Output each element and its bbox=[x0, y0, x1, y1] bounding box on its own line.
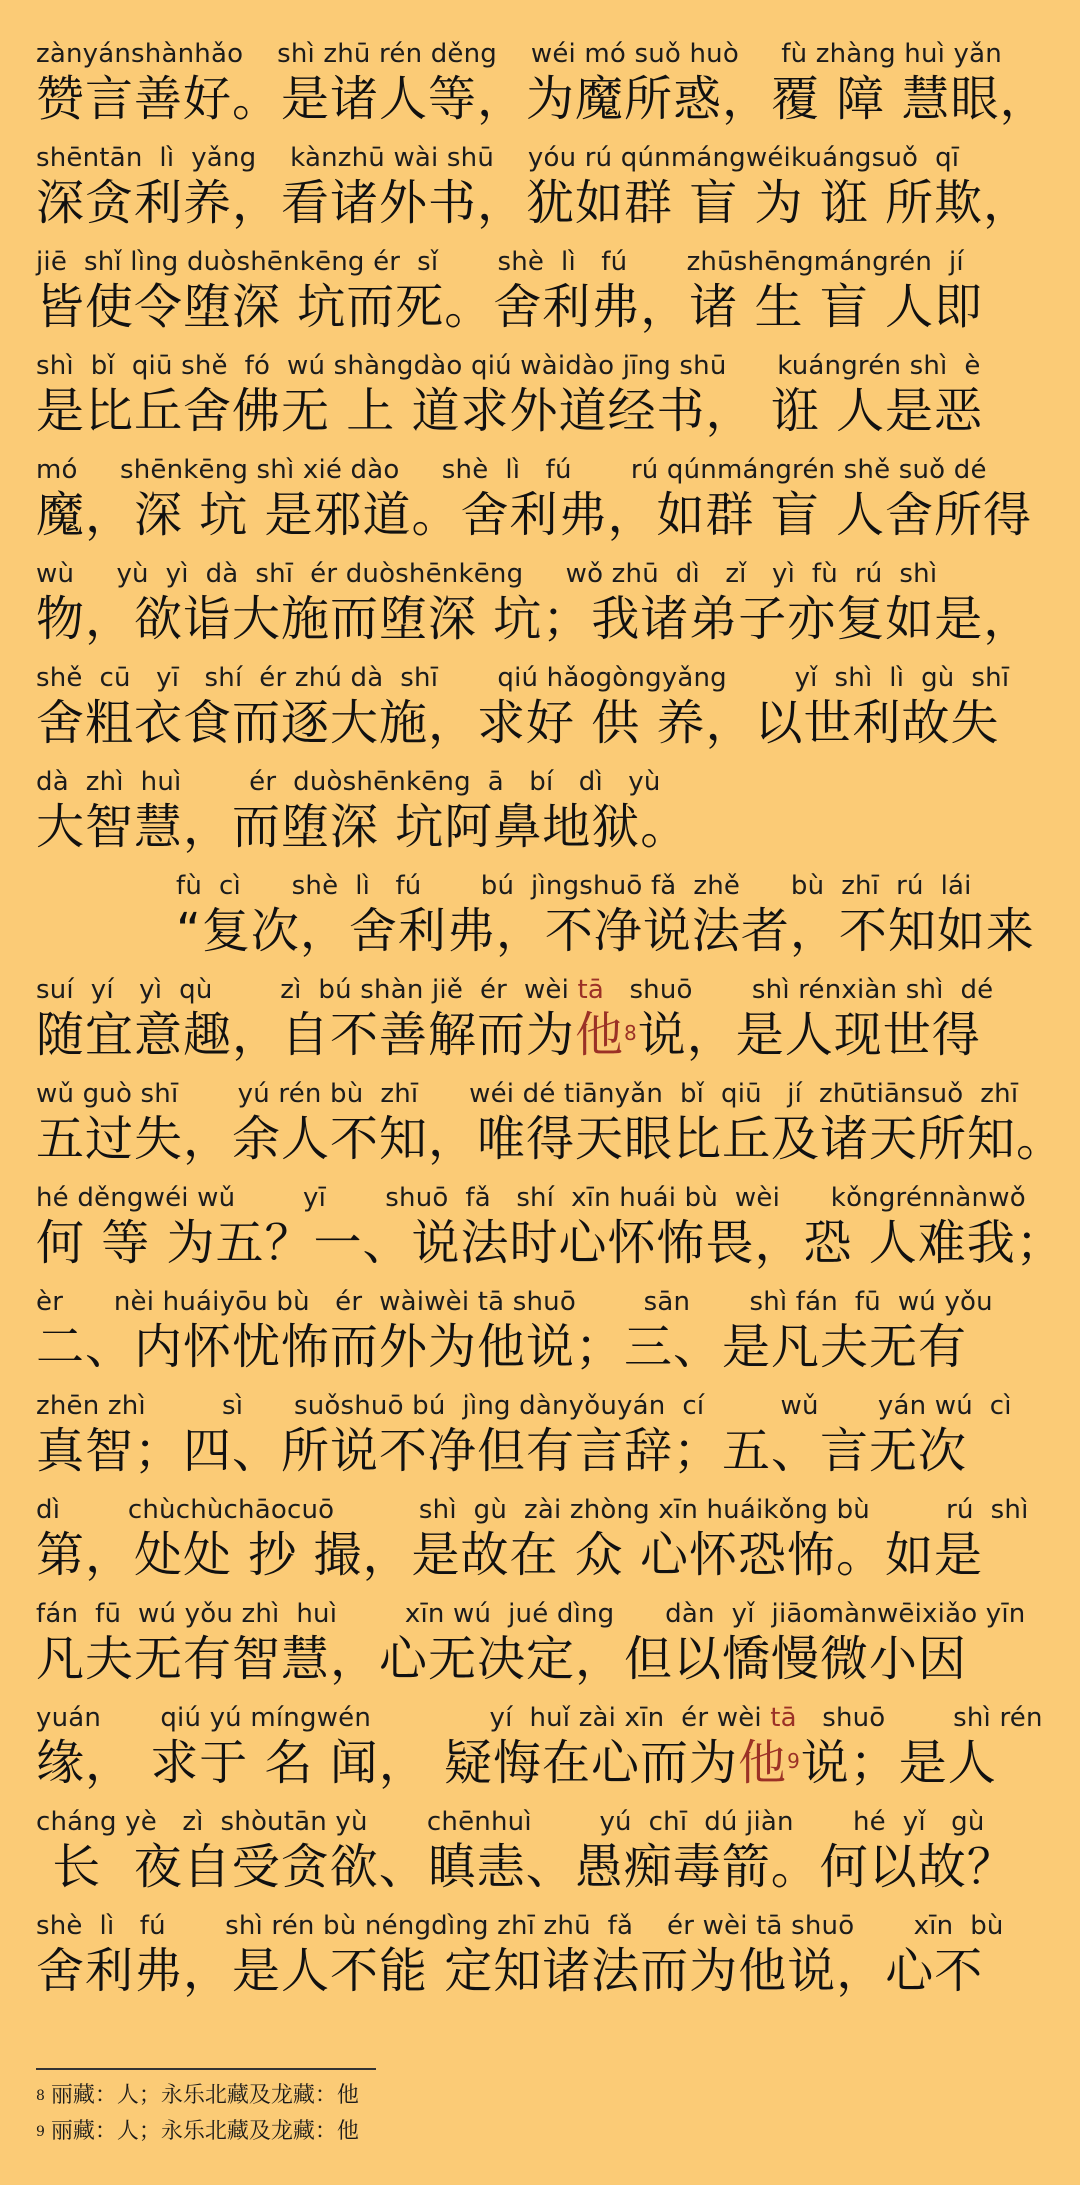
pinyin-annotation bbox=[36, 662, 1046, 694]
text-line bbox=[36, 1382, 1046, 1486]
pinyin-annotation bbox=[36, 1286, 1046, 1318]
pinyin-annotation bbox=[36, 1390, 1046, 1422]
pinyin-text: wù yù yì dà shī ér duòshēnkēng wǒ zhū dì zǐ yì fù rú shì bbox=[36, 559, 938, 589]
hanzi-segment: 随宜意趣，自不善解而为 bbox=[36, 1007, 576, 1063]
hanzi-text bbox=[36, 174, 1046, 232]
pinyin-annotation bbox=[36, 246, 1046, 278]
hanzi-segment: 舍利弗，是人不能 定知诸法而为他说，心不 bbox=[36, 1943, 984, 1999]
text-line bbox=[36, 862, 1046, 966]
hanzi-segment: 魔，深 坑 是邪道。舍利弗，如群 盲 人舍所得 bbox=[36, 487, 1033, 543]
hanzi-segment: 说；是人 bbox=[800, 1735, 997, 1791]
pinyin-text: shēntān lì yǎng kànzhū wài shū yóu rú qúnmángwéikuángsuǒ qī bbox=[36, 143, 960, 173]
pinyin-text: shuō shì rén bbox=[796, 1703, 1043, 1733]
pinyin-annotation bbox=[36, 1182, 1046, 1214]
hanzi-text bbox=[36, 1006, 1046, 1064]
pinyin-text: shì bǐ qiū shě fó wú shàngdào qiú wàidào jīng shū kuángrén shì è bbox=[36, 351, 981, 381]
text-line bbox=[36, 238, 1046, 342]
hanzi-text bbox=[176, 902, 1046, 960]
footnote-reference[interactable]: 8 bbox=[624, 1021, 638, 1045]
footnotes bbox=[36, 2078, 1036, 2150]
text-line bbox=[36, 30, 1049, 134]
hanzi-text bbox=[36, 694, 1046, 752]
hanzi-segment: 五过失，余人不知，唯得天眼比丘及诸天所知。 bbox=[36, 1111, 1066, 1167]
hanzi-segment: 第，处处 抄 撮，是故在 众 心怀恐怖。如是 bbox=[36, 1527, 984, 1583]
pinyin-variant: tā bbox=[770, 1703, 797, 1733]
pinyin-text: cháng yè zì shòutān yù chēnhuì yú chī dú jiàn hé yǐ gù bbox=[36, 1807, 985, 1837]
hanzi-segment: 是比丘舍佛无 上 道求外道经书， 诳 人是恶 bbox=[36, 383, 984, 439]
scripture-text bbox=[36, 30, 1066, 2006]
text-line bbox=[36, 342, 1046, 446]
pinyin-text: zànyánshànhǎo shì zhū rén děng wéi mó suǒ huò fù zhàng huì yǎn bbox=[36, 39, 1002, 69]
hanzi-segment: 舍粗衣食而逐大施，求好 供 养，以世利故失 bbox=[36, 695, 1000, 751]
variant-character: 他 bbox=[575, 1007, 625, 1063]
footnote-reference[interactable]: 9 bbox=[787, 1749, 801, 1773]
text-line bbox=[36, 1278, 1046, 1382]
text-line bbox=[36, 1902, 1046, 2006]
hanzi-text bbox=[36, 382, 1046, 440]
pinyin-text: dà zhì huì ér duòshēnkēng ā bí dì yù bbox=[36, 767, 661, 797]
pinyin-text: wǔ guò shī yú rén bù zhī wéi dé tiānyǎn bǐ qiū jí zhūtiānsuǒ zhī bbox=[36, 1079, 1019, 1109]
hanzi-segment: 凡夫无有智慧，心无决定，但以憍慢微小因 bbox=[36, 1631, 968, 1687]
text-line bbox=[36, 550, 1046, 654]
pinyin-variant: tā bbox=[577, 975, 605, 1005]
hanzi-segment: 深贪利养，看诸外书，犹如群 盲 为 诳 所欺， bbox=[36, 175, 1033, 231]
text-line bbox=[36, 1590, 1046, 1694]
pinyin-annotation bbox=[36, 1598, 1046, 1630]
text-line bbox=[36, 1486, 1046, 1590]
hanzi-segment: 缘， 求于 名 闻， 疑悔在心而为 bbox=[36, 1735, 739, 1791]
pinyin-text: fù cì shè lì fú bú jìngshuō fǎ zhě bù zhī rú lái bbox=[176, 871, 972, 901]
text-line bbox=[36, 1174, 1065, 1278]
footnote-text: 丽藏：人；永乐北藏及龙藏：他 bbox=[50, 2119, 359, 2144]
pinyin-text: yuán qiú yú míngwén yí huǐ zài xīn ér wèi bbox=[36, 1703, 771, 1733]
pinyin-text: mó shēnkēng shì xié dào shè lì fú rú qúnmángrén shě suǒ dé bbox=[36, 455, 987, 485]
pinyin-text: zhēn zhì sì suǒshuō bú jìng dànyǒuyán cí wǔ yán wú cì bbox=[36, 1391, 1012, 1421]
text-line bbox=[36, 1798, 1046, 1902]
hanzi-text bbox=[36, 1318, 1046, 1376]
pinyin-annotation bbox=[36, 766, 1046, 798]
pinyin-text: jiē shǐ lìng duòshēnkēng ér sǐ shè lì fú zhūshēngmángrén jí bbox=[36, 247, 964, 277]
hanzi-segment: 说，是人现世得 bbox=[637, 1007, 981, 1063]
pinyin-text: fán fū wú yǒu zhì huì xīn wú jué dìng dàn yǐ jiāomànwēixiǎo yīn bbox=[36, 1599, 1026, 1629]
hanzi-text bbox=[36, 1734, 1046, 1792]
hanzi-segment: 真智；四、所说不净但有言辞；五、言无次 bbox=[36, 1423, 968, 1479]
pinyin-annotation bbox=[36, 558, 1046, 590]
pinyin-annotation bbox=[36, 142, 1046, 174]
hanzi-text bbox=[36, 1630, 1046, 1688]
hanzi-text bbox=[36, 278, 1046, 336]
hanzi-text bbox=[36, 486, 1046, 544]
text-line bbox=[36, 446, 1046, 550]
text-line bbox=[36, 134, 1046, 238]
text-line bbox=[36, 758, 1046, 862]
pinyin-annotation bbox=[36, 974, 1046, 1006]
pinyin-text: suí yí yì qù zì bú shàn jiě ér wèi bbox=[36, 975, 578, 1005]
hanzi-segment: 皆使令堕深 坑而死。舍利弗，诸 生 盲 人即 bbox=[36, 279, 984, 335]
hanzi-segment: 赞言善好。是诸人等，为魔所惑，覆 障 慧眼， bbox=[36, 71, 1049, 127]
pinyin-annotation bbox=[36, 38, 1046, 70]
hanzi-segment: “复次，舍利弗，不净说法者，不知如来 bbox=[176, 903, 1035, 959]
variant-character: 他 bbox=[738, 1735, 788, 1791]
hanzi-text bbox=[36, 70, 1049, 128]
footnote-number: 9 bbox=[36, 2124, 45, 2140]
pinyin-text: èr nèi huáiyōu bù ér wàiwèi tā shuō sān shì fán fū wú yǒu bbox=[36, 1287, 993, 1317]
text-line bbox=[36, 1694, 1046, 1798]
pinyin-annotation bbox=[36, 1702, 1046, 1734]
footnote-text: 丽藏：人；永乐北藏及龙藏：他 bbox=[50, 2083, 359, 2108]
pinyin-annotation bbox=[36, 1078, 1046, 1110]
hanzi-text bbox=[36, 1110, 1066, 1168]
hanzi-text bbox=[36, 1838, 1046, 1896]
hanzi-text bbox=[36, 1422, 1046, 1480]
pinyin-text: hé děngwéi wǔ yī shuō fǎ shí xīn huái bù wèi kǒngrénnànwǒ bbox=[36, 1183, 1026, 1213]
text-line bbox=[36, 654, 1046, 758]
hanzi-segment: 二、内怀忧怖而外为他说；三、是凡夫无有 bbox=[36, 1319, 968, 1375]
footnote-number: 8 bbox=[36, 2088, 45, 2104]
hanzi-text bbox=[36, 1942, 1046, 2000]
footnote bbox=[36, 2114, 1036, 2150]
hanzi-text bbox=[36, 590, 1046, 648]
pinyin-annotation bbox=[36, 1910, 1046, 1942]
text-line bbox=[36, 1070, 1066, 1174]
pinyin-text: shě cū yī shí ér zhú dà shī qiú hǎogòngyǎng yǐ shì lì gù shī bbox=[36, 663, 1010, 693]
hanzi-text bbox=[36, 1526, 1046, 1584]
pinyin-annotation bbox=[36, 1806, 1046, 1838]
hanzi-text bbox=[36, 798, 1046, 856]
footnote-divider bbox=[36, 2068, 376, 2070]
pinyin-text: dì chùchùchāocuō shì gù zài zhòng xīn huáikǒng bù rú shì bbox=[36, 1495, 1029, 1525]
pinyin-annotation bbox=[176, 870, 1046, 902]
hanzi-segment: 物，欲诣大施而堕深 坑；我诸弟子亦复如是， bbox=[36, 591, 1033, 647]
hanzi-segment: 何 等 为五？一、说法时心怀怖畏，恐 人难我； bbox=[36, 1215, 1065, 1271]
pinyin-annotation bbox=[36, 454, 1046, 486]
text-line bbox=[36, 966, 1046, 1070]
hanzi-segment: 长 夜自受贪欲、瞋恚、愚痴毒箭。何以故？ bbox=[36, 1839, 1016, 1895]
pinyin-text: shè lì fú shì rén bù néngdìng zhī zhū fǎ ér wèi tā shuō xīn bù bbox=[36, 1911, 1004, 1941]
footnote bbox=[36, 2078, 1036, 2114]
pinyin-annotation bbox=[36, 1494, 1046, 1526]
pinyin-annotation bbox=[36, 350, 1046, 382]
pinyin-text: shuō shì rénxiàn shì dé bbox=[604, 975, 994, 1005]
hanzi-text bbox=[36, 1214, 1065, 1272]
hanzi-segment: 大智慧，而堕深 坑阿鼻地狱。 bbox=[36, 799, 690, 855]
